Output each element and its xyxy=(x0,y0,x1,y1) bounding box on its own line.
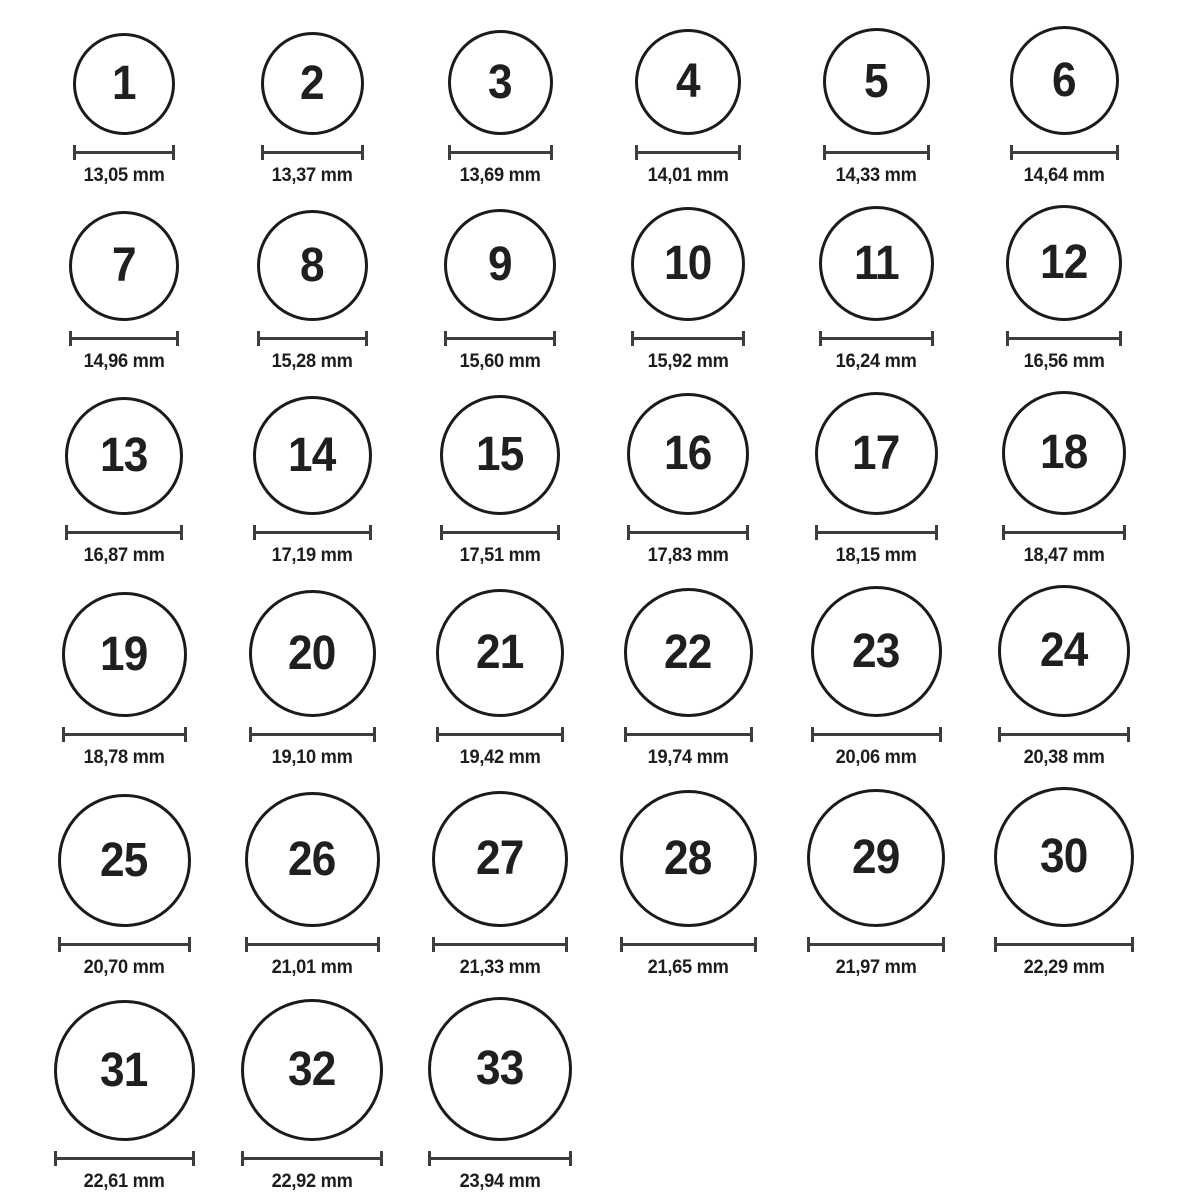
ring-circle xyxy=(62,592,187,717)
diameter-label: 15,28 mm xyxy=(271,351,353,372)
ring-size-item xyxy=(30,794,218,979)
diameter-label: 19,74 mm xyxy=(647,747,729,768)
ring-size-number: 30 xyxy=(1040,830,1088,883)
ring-size-number: 6 xyxy=(1052,53,1076,107)
ring-circle xyxy=(241,999,383,1141)
ring-size-item xyxy=(782,28,970,187)
ring-size-number: 22 xyxy=(664,625,712,679)
diameter-label: 22,92 mm xyxy=(271,1171,353,1192)
ring-circle xyxy=(819,206,934,321)
ring-size-item xyxy=(782,789,970,979)
ring-size-number: 11 xyxy=(853,236,899,290)
diameter-label: 14,33 mm xyxy=(835,165,917,186)
ring-circle xyxy=(823,28,930,135)
diameter-measure-bar xyxy=(631,331,745,346)
ring-size-number: 5 xyxy=(864,54,888,108)
ring-size-number: 26 xyxy=(288,832,336,886)
ring-size-item xyxy=(218,792,406,979)
ring-size-item xyxy=(406,791,594,979)
ring-size-number: 20 xyxy=(288,626,336,680)
diameter-measure-bar xyxy=(69,331,179,346)
diameter-label: 20,38 mm xyxy=(1023,747,1105,768)
ring-size-number: 21 xyxy=(476,626,524,679)
diameter-measure-bar xyxy=(436,727,564,742)
ring-circle xyxy=(1002,391,1126,515)
ring-size-item xyxy=(30,211,218,373)
ring-size-number: 1 xyxy=(112,57,136,110)
diameter-label: 18,15 mm xyxy=(835,545,917,566)
ring-circle xyxy=(436,589,564,717)
ring-size-number: 23 xyxy=(852,624,900,678)
diameter-label: 19,42 mm xyxy=(459,747,541,768)
diameter-measure-bar xyxy=(815,525,938,540)
diameter-label: 23,94 mm xyxy=(459,1171,541,1192)
ring-size-item xyxy=(970,26,1158,187)
ring-circle xyxy=(635,29,741,135)
diameter-label: 13,05 mm xyxy=(83,165,165,186)
ring-size-number: 10 xyxy=(664,237,712,290)
ring-size-item xyxy=(218,396,406,567)
ring-size-item xyxy=(594,588,782,769)
ring-size-number: 12 xyxy=(1040,236,1088,289)
ring-size-number: 9 xyxy=(488,238,512,291)
diameter-label: 20,06 mm xyxy=(835,747,917,768)
diameter-measure-bar xyxy=(624,727,753,742)
diameter-label: 18,47 mm xyxy=(1023,545,1105,566)
ring-size-item xyxy=(594,207,782,373)
ring-size-item xyxy=(970,205,1158,373)
ring-size-item xyxy=(782,392,970,567)
ring-size-item xyxy=(406,589,594,769)
ring-size-item xyxy=(30,592,218,769)
diameter-measure-bar xyxy=(261,145,364,160)
ring-size-item xyxy=(594,790,782,979)
ring-size-number: 18 xyxy=(1040,426,1088,479)
ring-size-number: 2 xyxy=(300,56,324,110)
diameter-label: 21,65 mm xyxy=(647,957,729,978)
ring-size-item xyxy=(218,32,406,187)
diameter-measure-bar xyxy=(65,525,183,540)
ring-size-number: 33 xyxy=(476,1042,524,1095)
ring-circle xyxy=(448,30,553,135)
diameter-label: 19,10 mm xyxy=(271,747,353,768)
ring-size-item xyxy=(218,210,406,373)
diameter-measure-bar xyxy=(635,145,741,160)
diameter-measure-bar xyxy=(444,331,556,346)
ring-size-number: 28 xyxy=(664,831,712,885)
diameter-label: 16,24 mm xyxy=(835,351,917,372)
ring-circle xyxy=(807,789,945,927)
diameter-measure-bar xyxy=(620,937,757,952)
diameter-measure-bar xyxy=(994,937,1134,952)
ring-size-item xyxy=(594,393,782,567)
diameter-label: 16,56 mm xyxy=(1023,351,1105,372)
ring-circle xyxy=(815,392,938,515)
ring-size-number: 16 xyxy=(664,427,712,480)
ring-size-number: 13 xyxy=(100,429,148,482)
diameter-measure-bar xyxy=(241,1151,383,1166)
diameter-measure-bar xyxy=(62,727,187,742)
ring-circle xyxy=(58,794,191,927)
ring-size-item xyxy=(406,395,594,567)
diameter-measure-bar xyxy=(257,331,368,346)
diameter-label: 18,78 mm xyxy=(83,747,165,768)
ring-size-item xyxy=(594,29,782,187)
diameter-measure-bar xyxy=(823,145,930,160)
ring-size-number: 14 xyxy=(288,428,336,482)
diameter-measure-bar xyxy=(627,525,749,540)
ring-size-item xyxy=(30,1000,218,1193)
diameter-measure-bar xyxy=(1006,331,1122,346)
ring-size-item xyxy=(406,997,594,1193)
diameter-label: 17,83 mm xyxy=(647,545,729,566)
ring-circle xyxy=(998,585,1130,717)
diameter-label: 13,69 mm xyxy=(459,165,541,186)
ring-size-number: 17 xyxy=(852,426,900,480)
diameter-measure-bar xyxy=(998,727,1130,742)
diameter-label: 13,37 mm xyxy=(271,165,353,186)
ring-size-item xyxy=(30,397,218,567)
diameter-label: 21,01 mm xyxy=(271,957,353,978)
ring-circle xyxy=(69,211,179,321)
diameter-measure-bar xyxy=(1010,145,1119,160)
diameter-measure-bar xyxy=(249,727,376,742)
ring-size-item xyxy=(30,33,218,187)
ring-circle xyxy=(620,790,757,927)
ring-circle xyxy=(440,395,560,515)
ring-circle xyxy=(432,791,568,927)
diameter-label: 17,19 mm xyxy=(271,545,353,566)
diameter-measure-bar xyxy=(807,937,945,952)
ring-size-number: 19 xyxy=(100,627,148,681)
ring-circle xyxy=(994,787,1134,927)
ring-circle xyxy=(444,209,556,321)
diameter-label: 14,01 mm xyxy=(647,165,729,186)
ring-size-item xyxy=(406,30,594,187)
ring-circle xyxy=(257,210,368,321)
ring-circle xyxy=(1006,205,1122,321)
diameter-label: 15,92 mm xyxy=(647,351,729,372)
diameter-measure-bar xyxy=(819,331,934,346)
diameter-label: 14,96 mm xyxy=(83,351,165,372)
ring-size-number: 4 xyxy=(676,55,700,108)
ring-circle xyxy=(245,792,380,927)
diameter-measure-bar xyxy=(245,937,380,952)
ring-circle xyxy=(428,997,572,1141)
ring-circle xyxy=(261,32,364,135)
ring-circle xyxy=(631,207,745,321)
ring-size-number: 27 xyxy=(476,832,524,885)
ring-size-number: 3 xyxy=(488,55,512,109)
diameter-measure-bar xyxy=(428,1151,572,1166)
diameter-label: 21,97 mm xyxy=(835,957,917,978)
ring-size-number: 32 xyxy=(288,1043,336,1096)
diameter-label: 14,64 mm xyxy=(1023,165,1105,186)
ring-size-item xyxy=(406,209,594,373)
diameter-measure-bar xyxy=(811,727,942,742)
ring-circle xyxy=(253,396,372,515)
diameter-label: 21,33 mm xyxy=(459,957,541,978)
diameter-label: 22,29 mm xyxy=(1023,957,1105,978)
diameter-measure-bar xyxy=(440,525,560,540)
ring-size-number: 15 xyxy=(476,428,524,481)
ring-size-number: 8 xyxy=(300,238,324,292)
diameter-measure-bar xyxy=(432,937,568,952)
diameter-measure-bar xyxy=(1002,525,1126,540)
ring-size-item xyxy=(218,999,406,1193)
ring-circle xyxy=(73,33,175,135)
diameter-label: 22,61 mm xyxy=(83,1171,165,1192)
ring-size-number: 7 xyxy=(112,239,136,292)
ring-circle xyxy=(1010,26,1119,135)
ring-circle xyxy=(54,1000,195,1141)
ring-size-item xyxy=(782,586,970,769)
diameter-label: 20,70 mm xyxy=(83,957,165,978)
ring-circle xyxy=(627,393,749,515)
diameter-label: 17,51 mm xyxy=(459,545,541,566)
diameter-label: 15,60 mm xyxy=(459,351,541,372)
ring-size-item xyxy=(970,391,1158,567)
ring-circle xyxy=(624,588,753,717)
diameter-measure-bar xyxy=(58,937,191,952)
ring-size-item xyxy=(970,585,1158,769)
diameter-measure-bar xyxy=(253,525,372,540)
ring-size-number: 31 xyxy=(100,1043,148,1097)
diameter-measure-bar xyxy=(448,145,553,160)
diameter-label: 16,87 mm xyxy=(83,545,165,566)
ring-size-item xyxy=(970,787,1158,979)
ring-size-item xyxy=(782,206,970,373)
ring-circle xyxy=(249,590,376,717)
ring-size-number: 24 xyxy=(1040,624,1088,677)
ring-size-item xyxy=(218,590,406,769)
diameter-measure-bar xyxy=(54,1151,195,1166)
ring-size-number: 25 xyxy=(100,833,148,887)
ring-circle xyxy=(811,586,942,717)
ring-circle xyxy=(65,397,183,515)
diameter-measure-bar xyxy=(73,145,175,160)
ring-size-number: 29 xyxy=(852,831,900,884)
